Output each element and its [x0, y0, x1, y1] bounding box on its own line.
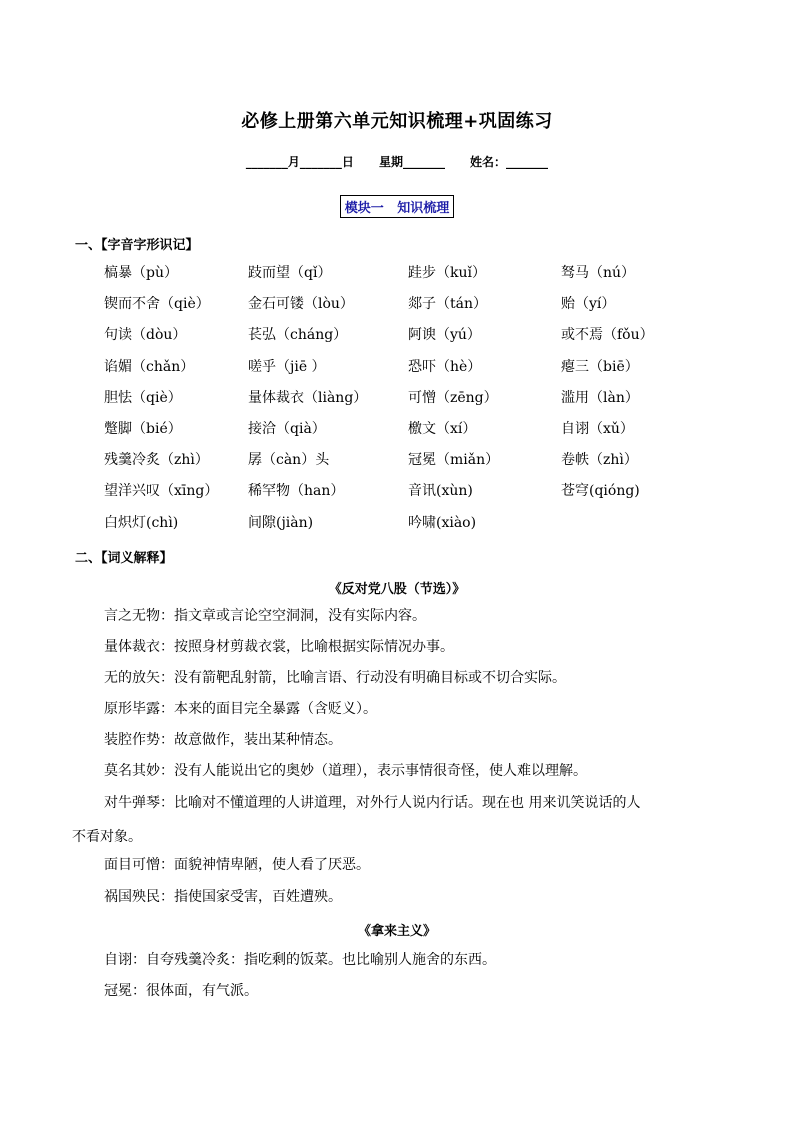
grid-row [104, 324, 704, 355]
grid-cell: 驽马（nú） [561, 265, 636, 281]
grid-cell: 跂而望（qǐ） [248, 265, 332, 281]
definition-item: 对牛弹琴：比喻对不懂道理的人讲道理，对外行人说内行话。现在也 用来讥笑说话的人 [104, 795, 641, 811]
grid-row [104, 418, 704, 449]
grid-cell: 量体裁衣（liàng） [248, 389, 368, 406]
grid-row [104, 356, 704, 387]
grid-cell: 恐吓（hè） [408, 358, 482, 375]
definition-item: 无的放矢：没有箭靶乱射箭，比喻言语、行动没有明确目标或不切合实际。 [104, 670, 566, 686]
grid-cell: 卷帙（zhì） [561, 452, 638, 469]
grid-cell: 跬步（kuǐ） [408, 265, 486, 281]
grid-cell: 滥用（làn） [561, 389, 639, 406]
grid-cell: 稀罕物（han） [248, 483, 345, 500]
grid-cell: 孱（càn）头 [248, 452, 330, 469]
grid-cell: 锲而不舍（qiè） [104, 296, 210, 313]
definition-item: 装腔作势：故意做作，装出某种情态。 [104, 732, 342, 748]
definition-item: 自诩：自夸残羹冷炙：指吃剩的饭菜。也比喻别人施舍的东西。 [104, 952, 496, 968]
grid-cell: 嗟乎（jiē ） [248, 358, 326, 375]
grid-row [104, 449, 704, 480]
grid-cell: 苍穹(qióng) [561, 483, 640, 500]
grid-row [104, 262, 704, 293]
grid-row [104, 480, 704, 511]
module-label-wrap [0, 195, 794, 218]
grid-row [104, 387, 704, 418]
definition-item: 量体裁衣：按照身材剪裁衣裳，比喻根据实际情况办事。 [104, 639, 454, 655]
grid-cell: 瘪三（biē） [561, 358, 639, 375]
definition-item: 祸国殃民：指使国家受害，百姓遭殃。 [104, 889, 342, 905]
definition-item: 冠冕：很体面，有气派。 [104, 983, 258, 999]
grid-cell: 吟啸(xiào) [408, 514, 477, 531]
definition-item: 莫名其妙：没有人能说出它的奥妙（道理），表示事情很奇怪，使人难以理解。 [104, 763, 587, 779]
section-heading-definitions: 二、【词义解释】 [75, 551, 173, 566]
module-label: 模块一 知识梳理 [340, 195, 455, 218]
definition-item: 面目可憎：面貌神情卑陋，使人看了厌恶。 [104, 857, 370, 873]
pronunciation-grid [104, 262, 704, 543]
grid-cell: 胆怯（qiè） [104, 389, 182, 406]
definition-continuation: 不看对象。 [72, 829, 142, 845]
page-title: 必修上册第六单元知识梳理+巩固练习 [241, 111, 553, 132]
date-name-line: _______月_______日 星期_______ 姓名：_______ [245, 155, 549, 169]
grid-cell: 音讯(xùn) [408, 483, 473, 500]
definition-item: 言之无物：指文章或言论空空洞洞，没有实际内容。 [104, 608, 426, 624]
grid-cell: 望洋兴叹（xīng） [104, 483, 219, 500]
grid-row [104, 293, 704, 324]
grid-cell: 间隙(jiàn) [248, 514, 314, 531]
grid-cell: 白炽灯(chì) [104, 514, 179, 531]
grid-cell: 檄文（xí） [408, 420, 477, 437]
grid-row [104, 512, 704, 543]
grid-cell: 接洽（qià） [248, 420, 326, 437]
article-title-1: 《反对党八股（节选）》 [328, 582, 466, 597]
definition-item: 原形毕露：本来的面目完全暴露（含贬义）。 [104, 701, 377, 717]
grid-cell: 蹩脚（bié） [104, 420, 182, 437]
grid-cell: 自诩（xǔ） [561, 420, 634, 437]
grid-cell: 金石可镂（lòu） [248, 296, 354, 313]
grid-cell: 可憎（zēng） [408, 389, 498, 406]
grid-cell: 或不焉（fǒu） [561, 327, 654, 344]
grid-cell: 残羹冷炙（zhì） [104, 452, 209, 469]
grid-cell: 句读（dòu） [104, 327, 187, 344]
grid-cell: 冠冕（miǎn） [408, 452, 500, 469]
grid-cell: 贻（yí） [561, 296, 616, 313]
section-heading-pronunciation: 一、【字音字形识记】 [75, 238, 199, 253]
grid-cell: 槁暴（pù） [104, 265, 178, 281]
article-title-2: 《拿来主义》 [357, 924, 436, 939]
grid-cell: 谄媚（chǎn） [104, 358, 195, 375]
grid-cell: 阿谀（yú） [408, 327, 481, 344]
grid-cell: 苌弘（cháng） [248, 327, 348, 344]
grid-cell: 郯子（tán） [408, 296, 487, 313]
